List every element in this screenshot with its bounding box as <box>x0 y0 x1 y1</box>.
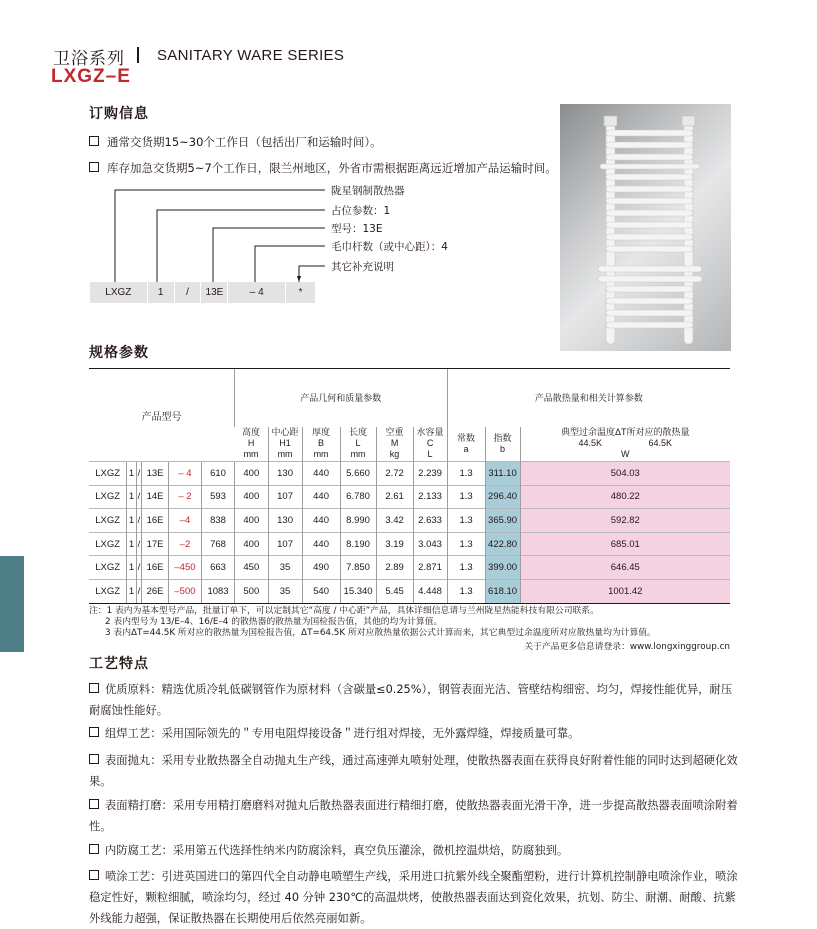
table-cell-bb: 1.3 <box>447 509 485 533</box>
table-cell-m5: –500 <box>168 579 201 603</box>
header-divider <box>137 47 139 63</box>
table-cell-h: 1083 <box>201 579 234 603</box>
table-cell-m4: 14E <box>142 485 169 509</box>
table-cell-a: 4.448 <box>413 579 447 603</box>
towel-radiator-image <box>560 104 731 351</box>
table-cell-m5: –2 <box>168 532 201 556</box>
table-row <box>89 462 730 486</box>
table-cell-m1: LXGZ <box>89 485 127 509</box>
table-cell-m5: – 4 <box>168 462 201 486</box>
table-cell-bb: 1.3 <box>447 462 485 486</box>
craft-item: 内防腐工艺：采用第五代选择性纳米内防腐涂料，真空负压灌涂，微机控温烘焙，防腐独到。 <box>89 840 739 861</box>
table-cell-m1: LXGZ <box>89 509 127 533</box>
table-cell-h: 838 <box>201 509 234 533</box>
checkbox-icon <box>89 799 99 809</box>
craft-item: 优质原料：精选优质冷轧低碳钢管作为原材料（含碳量≤0.25%），钢管表面光洁、管壁结构细密、均匀，焊接性能优异，耐压耐腐蚀性能好。 <box>89 683 733 717</box>
table-row <box>89 556 730 580</box>
table-cell-m2: 1 <box>127 579 136 603</box>
checkbox-icon <box>89 754 99 764</box>
table-cell-m1: LXGZ <box>89 532 127 556</box>
craft-item: 喷涂工艺：引进英国进口的第四代全自动静电喷塑生产线，采用进口抗紫外线全聚酯塑粉，进行计算机控制静电喷涂作业，喷涂稳定性好，颗粒细腻，喷涂均匀，经过 40 分钟 230℃的高温烘烤，使散热器表面达到瓷化效果，抗划、防尘、耐潮、耐酸、抗紫外线能力超强，保证散热器在长期使用后依然亮丽如新。 <box>89 870 738 925</box>
table-cell-c: 2.72 <box>376 462 413 486</box>
table-cell-q1: 365.90 <box>485 509 520 533</box>
table-cell-bb: 1.3 <box>447 485 485 509</box>
table-cell-h: 593 <box>201 485 234 509</box>
table-cell-m: 15.340 <box>340 579 376 603</box>
group-geo-header: 产品几何和质量参数 <box>235 369 448 427</box>
table-cell-m2: 1 <box>127 509 136 533</box>
group-heat-header: 产品散热量和相关计算参数 <box>447 369 730 427</box>
table-cell-bb: 1.3 <box>447 579 485 603</box>
col-header-height: 高度 H mm <box>242 427 261 460</box>
code-part: / <box>175 282 202 303</box>
table-note-3: 3 表内ΔT=44.5K 所对应的散热量为国检报告值，ΔT=64.5K 所对应散热量依据公式计算而来，其它典型过余温度所对应散热量均为计算值。 <box>105 628 656 638</box>
table-cell-h1: 450 <box>235 556 269 580</box>
table-cell-m3: / <box>136 509 141 533</box>
checkbox-icon <box>89 727 99 737</box>
checkbox-icon <box>89 844 99 854</box>
checkbox-icon <box>89 683 99 693</box>
table-cell-m4: 17E <box>142 532 169 556</box>
table-cell-m: 8.990 <box>340 509 376 533</box>
specs-section-title: 规格参数 <box>89 345 149 361</box>
table-cell-l: 490 <box>302 556 340 580</box>
col-header-exponent: 指数 b <box>485 427 520 462</box>
model-title: LXGZ–E <box>51 66 131 87</box>
table-cell-q2: 480.22 <box>520 485 730 509</box>
spec-table <box>89 368 730 604</box>
table-cell-l: 440 <box>302 532 340 556</box>
table-cell-b: 35 <box>268 556 302 580</box>
table-cell-q1: 296.40 <box>485 485 520 509</box>
col-header-constant: 常数 a <box>447 427 485 462</box>
table-cell-c: 2.61 <box>376 485 413 509</box>
checkbox-icon <box>89 870 99 880</box>
side-color-tab <box>0 556 24 652</box>
table-cell-m1: LXGZ <box>89 579 127 603</box>
table-cell-m3: / <box>136 532 141 556</box>
table-cell-b: 107 <box>268 485 302 509</box>
code-label-brand: 陇星钢制散热器 <box>331 185 405 197</box>
table-row <box>89 532 730 556</box>
model-code-box <box>90 282 315 303</box>
col-header-length: 长度 L mm <box>340 427 376 462</box>
code-part: – 4 <box>228 282 286 303</box>
table-cell-c: 5.45 <box>376 579 413 603</box>
checkbox-icon <box>89 136 99 146</box>
ordering-bullet: 通常交货期15~30个工作日（包括出厂和运输时间）。 <box>89 134 382 151</box>
col-header-weight: 空重 M kg <box>376 427 413 462</box>
craft-section-title: 工艺特点 <box>89 656 149 672</box>
series-title-en: SANITARY WARE SERIES <box>157 47 345 64</box>
craft-item: 表面精打磨：采用专用精打磨磨料对抛丸后散热器表面进行精细打磨，使散热器表面光滑干净，进一步提高散热器表面喷涂附着性。 <box>89 799 738 833</box>
table-cell-q2: 592.82 <box>520 509 730 533</box>
series-title-cn: 卫浴系列 <box>53 49 125 69</box>
col-header-heat-output: 典型过余温度ΔT所对应的散热量 44.5K 64.5K W <box>520 427 730 462</box>
table-cell-b: 130 <box>268 462 302 486</box>
code-part: * <box>298 287 303 298</box>
table-cell-m3: / <box>136 462 141 486</box>
table-note-1: 注：1 表内为基本型号产品，批量订单下，可以定制其它“高度 / 中心距”产品，具体详细信息请与兰州陇星热能科技有限公司联系。 <box>89 606 599 616</box>
col-header-center: 中心距 H1 mm <box>268 427 302 462</box>
table-cell-l: 440 <box>302 485 340 509</box>
table-cell-bb: 1.3 <box>447 556 485 580</box>
code-part: 1 <box>148 282 175 303</box>
table-cell-c: 2.89 <box>376 556 413 580</box>
table-row <box>89 509 730 533</box>
table-cell-h1: 400 <box>235 485 269 509</box>
table-cell-m5: –4 <box>168 509 201 533</box>
table-cell-b: 107 <box>268 532 302 556</box>
code-label-placeholder: 占位参数：1 <box>331 205 391 217</box>
table-cell-a: 2.133 <box>413 485 447 509</box>
col-header-water: 水容量 C L <box>413 427 447 462</box>
table-cell-a: 2.633 <box>413 509 447 533</box>
table-cell-q1: 422.80 <box>485 532 520 556</box>
table-cell-m2: 1 <box>127 485 136 509</box>
code-part: 13E <box>201 282 228 303</box>
table-cell-m1: LXGZ <box>89 462 127 486</box>
table-cell-q1: 399.00 <box>485 556 520 580</box>
code-label-other: 其它补充说明 <box>331 261 394 273</box>
checkbox-icon <box>89 162 99 172</box>
product-photo <box>560 104 731 351</box>
table-cell-m5: –450 <box>168 556 201 580</box>
table-cell-m3: / <box>136 485 141 509</box>
col-header-thickness: 厚度 B mm <box>302 427 340 462</box>
table-cell-h1: 400 <box>235 509 269 533</box>
code-label-towel-bars: 毛巾杆数（或中心距）：4 <box>331 241 448 253</box>
table-cell-m4: 13E <box>142 462 169 486</box>
table-cell-a: 3.043 <box>413 532 447 556</box>
table-note-2: 2 表内型号为 13/E–4、16/E–4 的散热器的散热量为国检报告值，其他的均为计算值。 <box>105 617 443 627</box>
table-cell-c: 3.19 <box>376 532 413 556</box>
code-leader-lines <box>85 180 345 290</box>
code-label-type: 型号：13E <box>331 223 383 235</box>
table-cell-q2: 504.03 <box>520 462 730 486</box>
ordering-bullet: 库存加急交货期5~7个工作日，限兰州地区，外省市需根据距离远近增加产品运输时间。 <box>89 160 557 177</box>
table-cell-m4: 16E <box>142 556 169 580</box>
table-cell-q2: 685.01 <box>520 532 730 556</box>
table-cell-m: 8.190 <box>340 532 376 556</box>
col-model-header: 产品型号 <box>89 369 235 462</box>
table-cell-m: 5.660 <box>340 462 376 486</box>
table-cell-q1: 618.10 <box>485 579 520 603</box>
craft-item: 表面抛丸：采用专业散热器全自动抛丸生产线，通过高速弹丸喷射处理，使散热器表面在获得良好附着性能的同时达到超硬化效果。 <box>89 754 738 788</box>
table-row <box>89 485 730 509</box>
table-cell-m2: 1 <box>127 532 136 556</box>
craft-item: 组焊工艺：采用国际领先的＂专用电阻焊接设备＂进行组对焊接，无外露焊缝，焊接质量可靠。 <box>89 723 739 744</box>
table-cell-m: 7.850 <box>340 556 376 580</box>
table-cell-l: 440 <box>302 462 340 486</box>
table-cell-a: 2.239 <box>413 462 447 486</box>
table-cell-h1: 500 <box>235 579 269 603</box>
table-cell-m4: 16E <box>142 509 169 533</box>
table-cell-l: 540 <box>302 579 340 603</box>
table-row <box>89 579 730 603</box>
table-cell-m5: – 2 <box>168 485 201 509</box>
ordering-section-title: 订购信息 <box>89 106 149 122</box>
table-cell-h: 663 <box>201 556 234 580</box>
table-cell-m: 6.780 <box>340 485 376 509</box>
table-cell-q1: 311.10 <box>485 462 520 486</box>
table-cell-m2: 1 <box>127 556 136 580</box>
table-cell-a: 2.871 <box>413 556 447 580</box>
website-line: 关于产品更多信息请登录：www.longxinggroup.cn <box>524 642 730 652</box>
table-cell-m3: / <box>136 556 141 580</box>
table-cell-m4: 26E <box>142 579 169 603</box>
table-cell-q2: 1001.42 <box>520 579 730 603</box>
table-cell-b: 130 <box>268 509 302 533</box>
table-cell-m1: LXGZ <box>89 556 127 580</box>
table-cell-h: 768 <box>201 532 234 556</box>
table-cell-h: 610 <box>201 462 234 486</box>
table-cell-bb: 1.3 <box>447 532 485 556</box>
code-part: LXGZ <box>90 282 148 303</box>
table-cell-b: 35 <box>268 579 302 603</box>
table-cell-m3: / <box>136 579 141 603</box>
table-cell-c: 3.42 <box>376 509 413 533</box>
table-cell-l: 440 <box>302 509 340 533</box>
table-cell-h1: 400 <box>235 462 269 486</box>
table-cell-h1: 400 <box>235 532 269 556</box>
table-cell-m2: 1 <box>127 462 136 486</box>
table-cell-q2: 646.45 <box>520 556 730 580</box>
